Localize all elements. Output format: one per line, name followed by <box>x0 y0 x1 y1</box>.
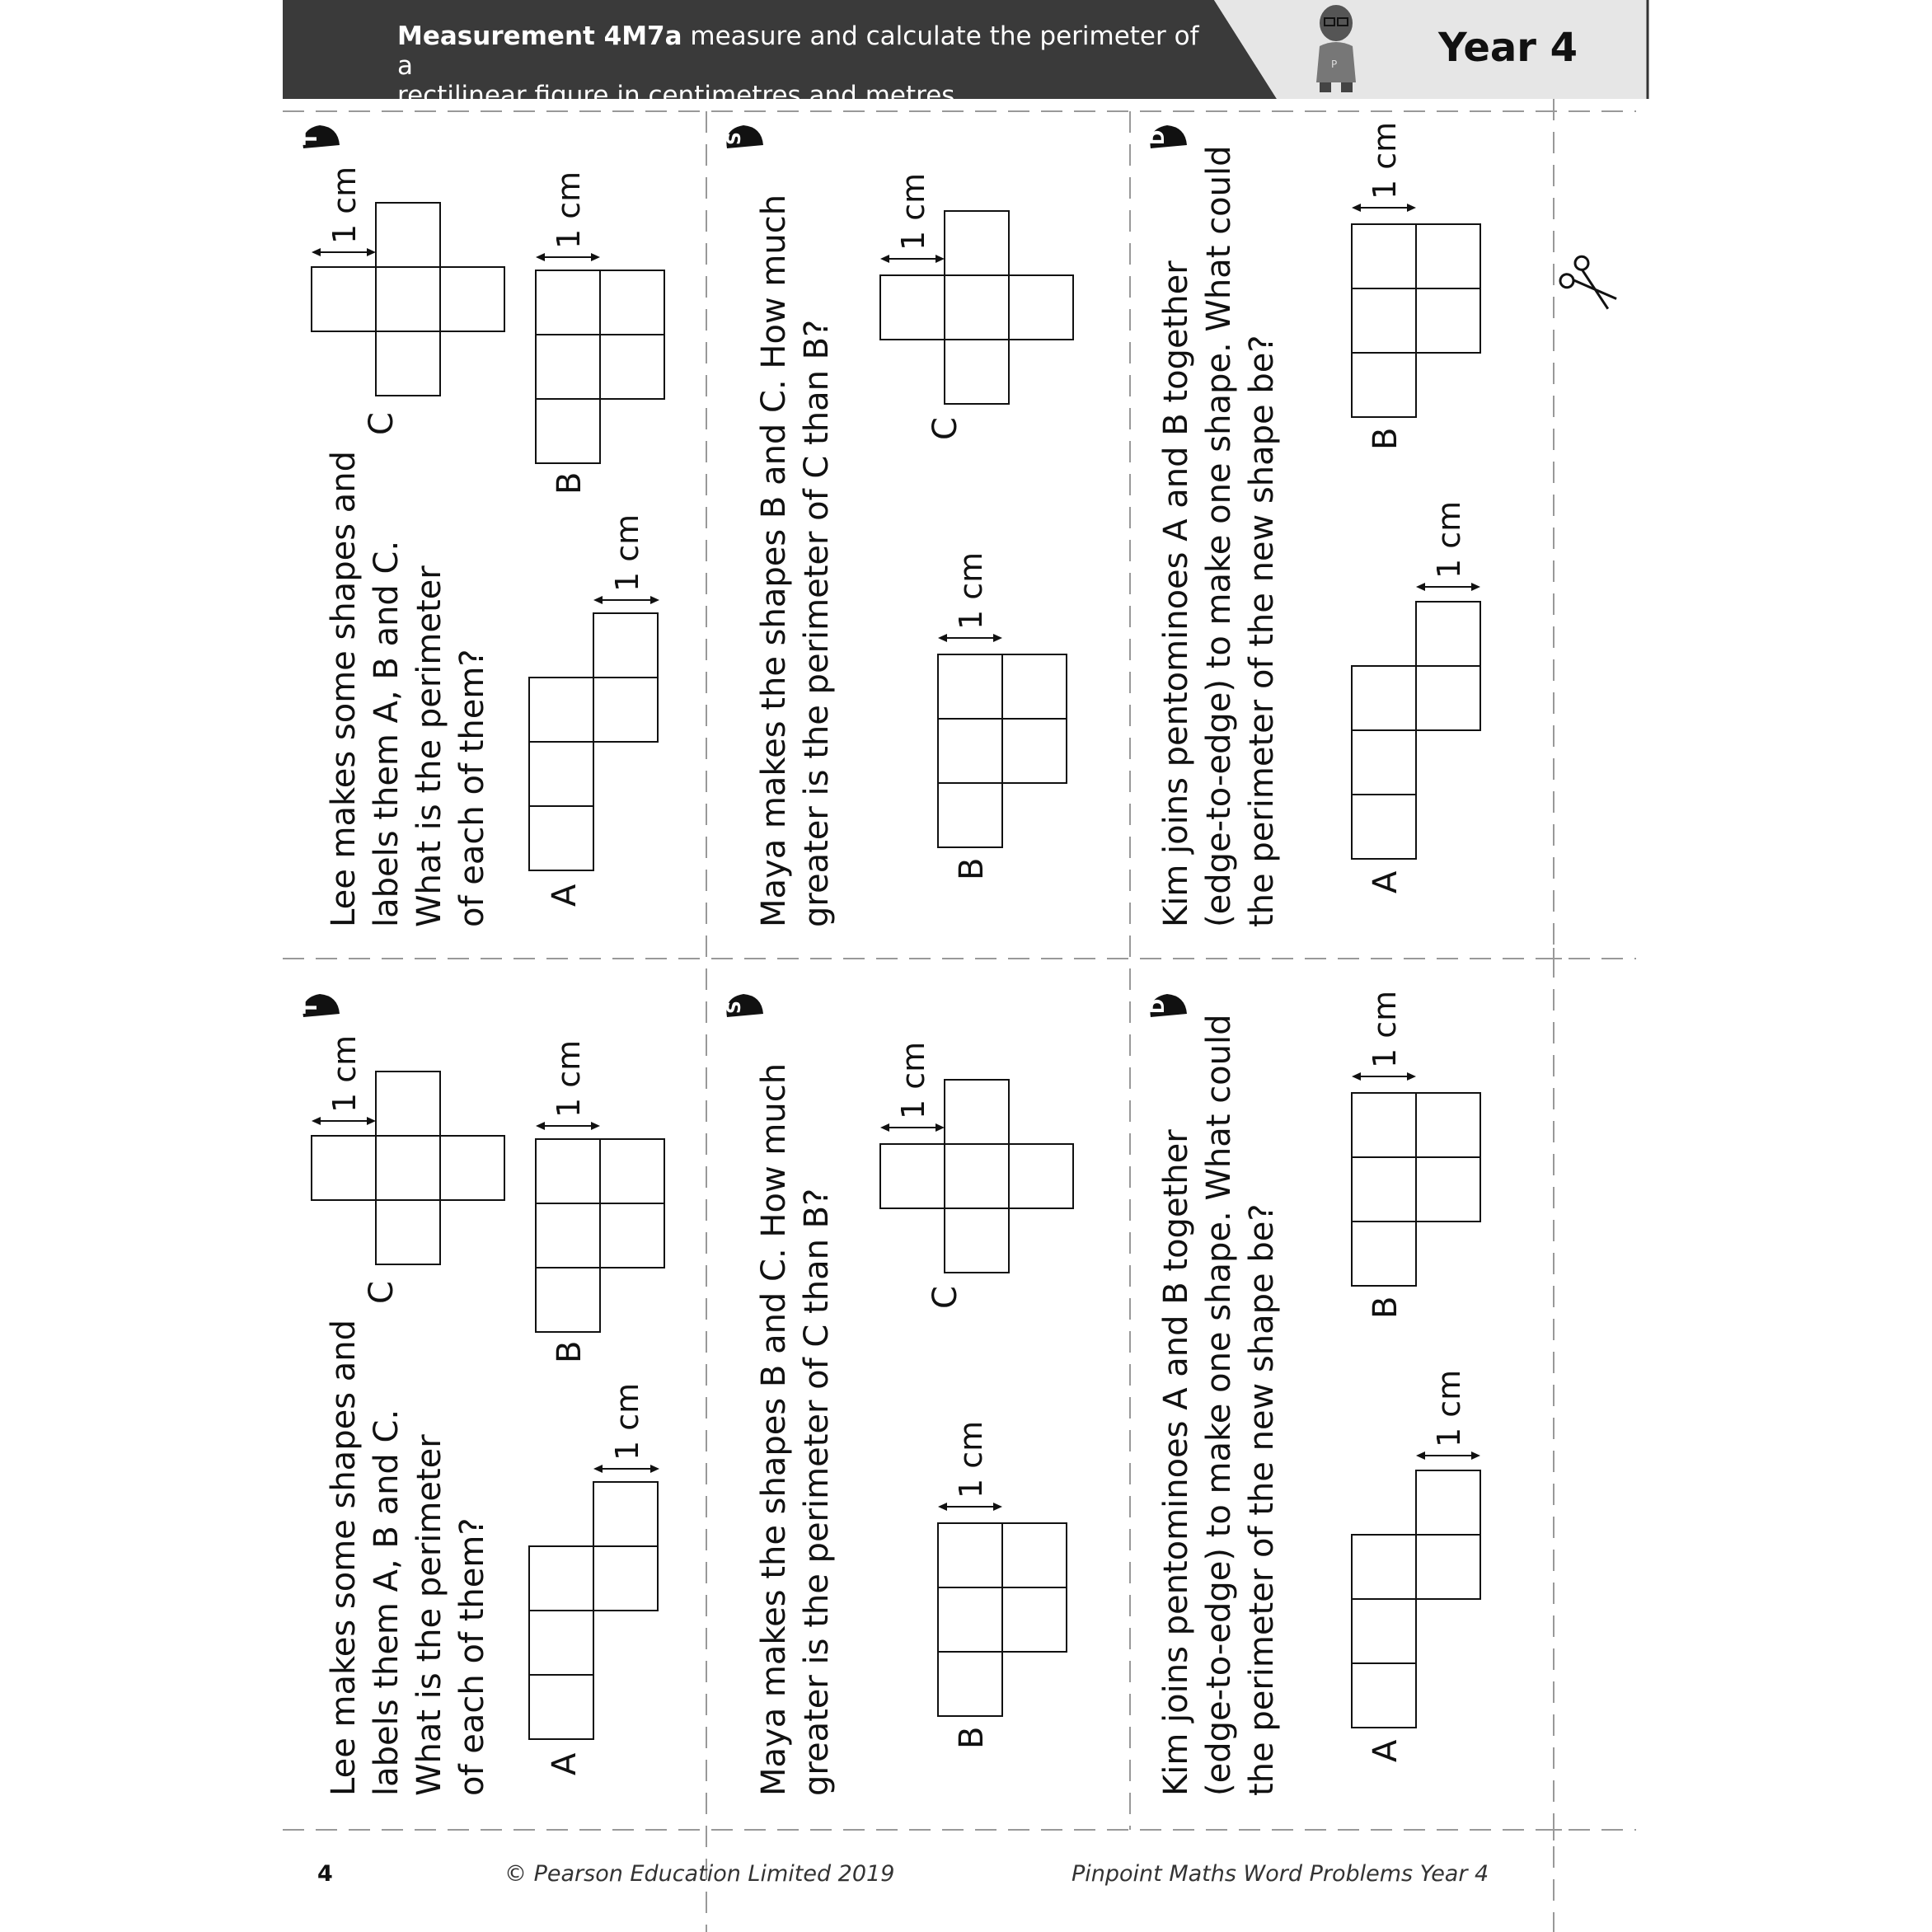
arrow-right-icon <box>1407 1072 1416 1081</box>
grid-square <box>1352 1222 1416 1286</box>
svg-text:P: P <box>1331 59 1338 70</box>
grid-square <box>593 1546 658 1611</box>
shape-label-B: B <box>953 857 991 880</box>
unit-label: 1 cm <box>1431 500 1467 579</box>
shape-B <box>938 654 1067 847</box>
unit-measure-B <box>1352 991 1416 1081</box>
unit-label: 1 cm <box>326 166 363 244</box>
grid-square <box>1416 1535 1480 1599</box>
shape-A <box>529 613 658 870</box>
arrow-left-icon <box>536 1122 545 1130</box>
arrow-right-icon <box>591 253 600 261</box>
card-D <box>1148 122 1480 927</box>
unit-measure-B <box>536 171 600 261</box>
question-line: Maya makes the shapes B and C. How much <box>755 194 793 927</box>
grid-square <box>440 267 504 331</box>
unit-label: 1 cm <box>551 171 587 249</box>
level-pin <box>1148 994 1187 1017</box>
grid-square <box>1352 288 1416 353</box>
arrow-left-icon <box>880 1123 889 1132</box>
grid-square <box>945 1144 1009 1208</box>
card-D <box>1148 991 1480 1796</box>
grid-square <box>1416 602 1480 666</box>
grid-square <box>376 1136 440 1200</box>
header-strand: Measurement 4M7a <box>397 21 682 51</box>
grid-square <box>536 270 600 335</box>
unit-label: 1 cm <box>953 1420 989 1498</box>
level-letter: T <box>301 1001 321 1014</box>
question-line: the perimeter of the new shape be? <box>1243 335 1281 927</box>
level-letter: S <box>724 1001 745 1014</box>
grid-square <box>1002 719 1067 783</box>
question-line: Kim joins pentominoes A and B together <box>1157 260 1195 927</box>
unit-label: 1 cm <box>551 1039 587 1118</box>
shape-B <box>536 270 664 463</box>
level-letter: D <box>1148 129 1169 145</box>
grid-square <box>1416 666 1480 730</box>
grid-square <box>1352 1093 1416 1157</box>
arrow-left-icon <box>1416 1451 1425 1460</box>
shape-label-C: C <box>363 412 401 435</box>
shape-label-B: B <box>551 471 589 495</box>
grid-square <box>536 1268 600 1332</box>
level-pin <box>1148 125 1187 148</box>
level-pin <box>301 125 340 148</box>
grid-square <box>1416 288 1480 353</box>
question-line: labels them A, B and C. <box>368 1409 406 1796</box>
arrow-right-icon <box>936 255 945 263</box>
grid-square <box>600 270 664 335</box>
arrow-right-icon <box>936 1123 945 1132</box>
unit-label: 1 cm <box>609 513 645 592</box>
grid-square <box>376 267 440 331</box>
shape-label-B: B <box>551 1340 589 1363</box>
grid-square <box>529 1675 593 1739</box>
shape-A <box>1352 602 1480 859</box>
arrow-left-icon <box>880 255 889 263</box>
level-pin <box>724 125 763 148</box>
unit-measure-C <box>880 1042 945 1132</box>
arrow-left-icon <box>312 1117 321 1125</box>
unit-label: 1 cm <box>895 1041 931 1119</box>
question-line: greater is the perimeter of C than B? <box>798 1188 836 1796</box>
grid-square <box>880 275 945 340</box>
card-S <box>724 994 1073 1796</box>
shape-label-B: B <box>1367 1296 1404 1319</box>
level-pin <box>301 994 340 1017</box>
grid-square <box>529 1546 593 1611</box>
arrow-right-icon <box>993 1503 1002 1511</box>
unit-measure-A <box>593 514 659 604</box>
arrow-left-icon <box>536 253 545 261</box>
unit-measure-C <box>312 1035 376 1125</box>
card-T <box>301 125 664 927</box>
grid-square <box>1416 224 1480 288</box>
grid-square <box>536 1139 600 1203</box>
grid-square <box>938 1587 1002 1652</box>
unit-measure-B <box>938 1421 1002 1511</box>
level-letter: T <box>301 132 321 145</box>
unit-label: 1 cm <box>895 172 931 251</box>
arrow-right-icon <box>591 1122 600 1130</box>
grid-square <box>1352 1599 1416 1663</box>
arrow-left-icon <box>938 1503 947 1511</box>
grid-square <box>600 335 664 399</box>
copyright: © Pearson Education Limited 2019 <box>504 1861 895 1887</box>
grid-square <box>1416 1470 1480 1535</box>
shape-A <box>1352 1470 1480 1728</box>
grid-square <box>1009 1144 1073 1208</box>
grid-square <box>536 399 600 463</box>
unit-label: 1 cm <box>326 1034 363 1113</box>
unit-measure-A <box>1416 1370 1480 1460</box>
grid-square <box>529 678 593 742</box>
grid-square <box>938 1523 1002 1587</box>
unit-measure-C <box>312 166 376 256</box>
grid-square <box>1352 666 1416 730</box>
header-objective-line2: rectilinear figure in centimetres and metres <box>397 81 955 110</box>
arrow-right-icon <box>650 1465 659 1473</box>
unit-measure-A <box>593 1383 659 1473</box>
grid-square <box>1416 1157 1480 1222</box>
grid-square <box>1002 1523 1067 1587</box>
header-objective-line1: measure and calculate the perimeter of a <box>397 21 1199 81</box>
grid-square <box>1002 654 1067 719</box>
grid-square <box>600 1203 664 1268</box>
arrow-right-icon <box>367 248 376 256</box>
arrow-right-icon <box>1407 204 1416 212</box>
grid-square <box>1352 1535 1416 1599</box>
grid-square <box>938 1652 1002 1716</box>
grid-square <box>376 1072 440 1136</box>
shape-B <box>1352 224 1480 417</box>
grid-square <box>938 719 1002 783</box>
shape-label-A: A <box>1367 870 1404 893</box>
level-pin <box>724 994 763 1017</box>
question-line: What is the perimeter <box>410 565 448 927</box>
shape-label-B: B <box>1367 427 1404 450</box>
unit-label: 1 cm <box>609 1382 645 1461</box>
arrow-left-icon <box>312 248 321 256</box>
arrow-right-icon <box>993 634 1002 642</box>
arrow-left-icon <box>593 596 603 604</box>
shape-label-A: A <box>546 1752 584 1775</box>
grid-square <box>945 1208 1009 1273</box>
shape-label-C: C <box>926 1286 964 1309</box>
unit-label: 1 cm <box>1431 1369 1467 1447</box>
shape-label-A: A <box>546 884 584 907</box>
page-number: 4 <box>317 1861 333 1887</box>
card-T <box>301 994 664 1796</box>
arrow-left-icon <box>938 634 947 642</box>
grid-square <box>1352 795 1416 859</box>
question-line: Lee makes some shapes and <box>325 450 363 927</box>
grid-square <box>938 654 1002 719</box>
shape-label-A: A <box>1367 1739 1404 1762</box>
question-line: greater is the perimeter of C than B? <box>798 319 836 927</box>
grid-square <box>1352 1663 1416 1728</box>
grid-square <box>529 742 593 806</box>
grid-square <box>1352 1157 1416 1222</box>
shape-B <box>1352 1093 1480 1286</box>
shape-B <box>938 1523 1067 1716</box>
unit-label: 1 cm <box>953 551 989 630</box>
grid-square <box>529 1611 593 1675</box>
grid-square <box>600 1139 664 1203</box>
scissors-icon <box>1558 254 1624 317</box>
grid-square <box>945 211 1009 275</box>
unit-measure-A <box>1416 501 1480 591</box>
question-line: What is the perimeter <box>410 1434 448 1796</box>
unit-label: 1 cm <box>1367 121 1403 199</box>
arrow-right-icon <box>367 1117 376 1125</box>
grid-square <box>1352 224 1416 288</box>
question-line: Maya makes the shapes B and C. How much <box>755 1062 793 1796</box>
grid-square <box>945 340 1009 404</box>
arrow-right-icon <box>1471 1451 1480 1460</box>
grid-square <box>945 1080 1009 1144</box>
grid-square <box>593 678 658 742</box>
grid-square <box>536 1203 600 1268</box>
question-line: labels them A, B and C. <box>368 540 406 927</box>
arrow-left-icon <box>1352 204 1361 212</box>
arrow-left-icon <box>1416 583 1425 591</box>
grid-square <box>1009 275 1073 340</box>
card-S <box>724 125 1073 927</box>
grid-square <box>938 783 1002 847</box>
unit-measure-B <box>536 1040 600 1130</box>
arrow-left-icon <box>1352 1072 1361 1081</box>
arrow-right-icon <box>1471 583 1480 591</box>
grid-square <box>593 1482 658 1546</box>
grid-square <box>1352 353 1416 417</box>
grid-square <box>1352 730 1416 795</box>
shape-B <box>536 1139 664 1332</box>
year-label: Year 4 <box>1438 25 1578 71</box>
shape-label-C: C <box>926 417 964 440</box>
question-line: (edge-to-edge) to make one shape. What could <box>1200 145 1238 927</box>
grid-square <box>312 1136 376 1200</box>
shape-A <box>529 1482 658 1739</box>
unit-measure-B <box>938 552 1002 642</box>
grid-square <box>376 203 440 267</box>
grid-square <box>529 806 593 870</box>
book-title: Pinpoint Maths Word Problems Year 4 <box>1072 1861 1489 1887</box>
grid-square <box>440 1136 504 1200</box>
grid-square <box>376 1200 440 1264</box>
unit-measure-B <box>1352 122 1416 212</box>
arrow-right-icon <box>650 596 659 604</box>
question-line: of each of them? <box>453 1517 491 1796</box>
arrow-left-icon <box>593 1465 603 1473</box>
grid-square <box>593 613 658 678</box>
grid-square <box>945 275 1009 340</box>
question-line: Kim joins pentominoes A and B together <box>1157 1129 1195 1796</box>
grid-square <box>1416 1093 1480 1157</box>
question-line: the perimeter of the new shape be? <box>1243 1203 1281 1796</box>
level-letter: D <box>1148 998 1169 1014</box>
grid-square <box>880 1144 945 1208</box>
grid-square <box>536 335 600 399</box>
unit-measure-C <box>880 173 945 263</box>
grid-square <box>312 267 376 331</box>
question-line: of each of them? <box>453 649 491 927</box>
question-line: (edge-to-edge) to make one shape. What could <box>1200 1014 1238 1796</box>
question-line: Lee makes some shapes and <box>325 1319 363 1796</box>
level-letter: S <box>724 132 745 145</box>
shape-label-C: C <box>363 1281 401 1304</box>
grid-square <box>376 331 440 396</box>
unit-label: 1 cm <box>1367 990 1403 1068</box>
shape-label-B: B <box>953 1726 991 1749</box>
grid-square <box>1002 1587 1067 1652</box>
